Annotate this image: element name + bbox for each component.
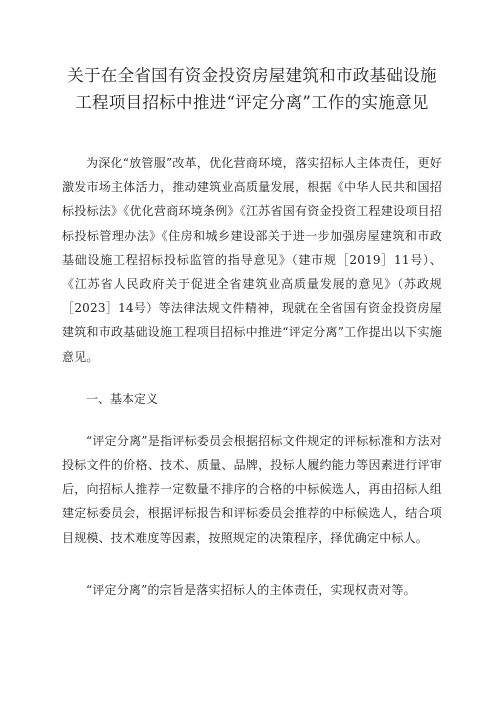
title-line-1: 关于在全省国有资金投资房屋建筑和市政基础设施 [67, 66, 437, 85]
title-line-2: 工程项目招标中推进“评定分离”工作的实施意见 [75, 93, 429, 112]
definition-paragraph: “评定分离”是指评标委员会根据招标文件规定的评标标准和方法对投标文件的价格、技术、质量、品牌，投标人履约能力等因素进行评审后，向招标人推荐一定数量不排序的合格的中标候选人，再由招标人组建定标委员会，根据评标报告和评标委员会推荐的中标候选人，结合项目规模、技术难度等因素，按照规定的决策程序，择优确定中标人。 [62, 433, 442, 545]
section-heading-basic-definition: 一、基本定义 [86, 391, 159, 406]
intro-paragraph: 为深化“放管服”改革，优化营商环境，落实招标人主体责任，更好激发市场主体活力，推动建筑业高质量发展，根据《中华人民共和国招标投标法》《优化营商环境条例》《江苏省国有资金投资工程建设项目招标投标管理办法》《住房和城乡建设部关于进一步加强房屋建筑和市政基础设施工程招标投标监管的指导意见》（建市规［2019］11号）、《江苏省人民政府关于促进全省建筑业高质量发展的意见》（苏政规［2023］14号）等法律法规文件精神，现就在全省国有资金投资房屋建筑和市政基础设施工程项目招标中推进“评定分离”工作提出以下实施意见。 [62, 156, 442, 364]
purpose-paragraph: “评定分离”的宗旨是落实招标人的主体责任，实现权责对等。 [86, 582, 416, 597]
document-title [62, 0, 442, 116]
